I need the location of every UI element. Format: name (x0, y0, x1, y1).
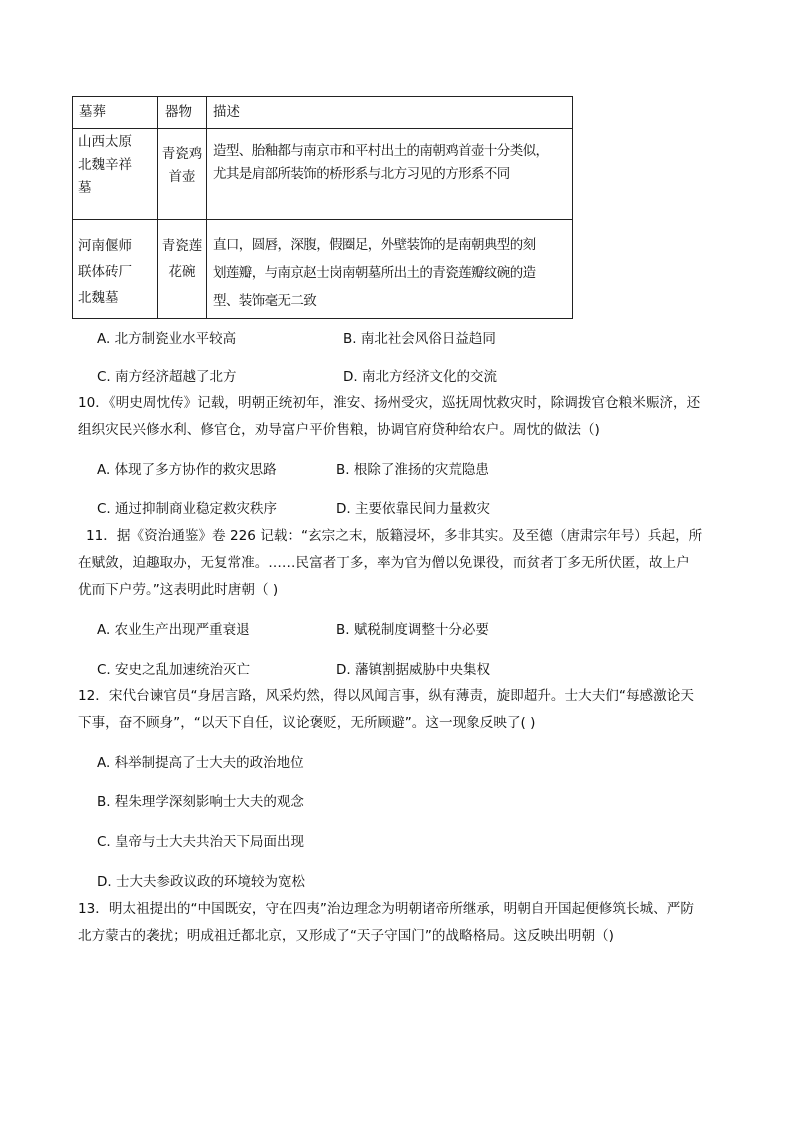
cell-line: 青瓷莲 (161, 238, 203, 254)
cell-line: 联体砖厂 (78, 264, 132, 280)
q11-option-d: D. 藩镇割据威胁中央集权 (336, 662, 490, 678)
table-header-description: 描述 (213, 104, 240, 120)
q12-option-c: C. 皇帝与士大夫共治天下局面出现 (97, 834, 305, 850)
cell-line: 型、装饰毫无二致 (213, 293, 317, 309)
table-divider (73, 128, 572, 129)
cell-line: 河南偃师 (78, 238, 132, 254)
cell-line: 尤其是肩部所装饰的桥形系与北方习见的方形系不同 (213, 166, 510, 182)
table-cell-artifact (158, 233, 206, 285)
tomb-artifact-table (72, 96, 573, 319)
cell-line: 墓 (78, 180, 92, 196)
q12-option-b: B. 程朱理学深刻影响士大夫的观念 (97, 794, 304, 810)
cell-line: 首壶 (168, 169, 196, 185)
table-cell-tomb (78, 233, 154, 311)
q9-option-a: A. 北方制瓷业水平较高 (97, 331, 237, 347)
table-header-tomb: 墓葬 (79, 104, 106, 120)
q10-stem-line: 组织灾民兴修水利、修官仓，劝导富户平价售粮，协调官府贷种给农户。周忱的做法（) (78, 422, 600, 438)
cell-line: 北魏辛祥 (78, 157, 132, 173)
q10-option-d: D. 主要依靠民间力量救灾 (336, 501, 490, 517)
cell-line: 北魏墓 (78, 290, 119, 306)
q10-stem-line: 10．《明史周忱传》记载，明朝正统初年，淮安、扬州受灾，巡抚周忱救灾时，除调拨官仓粮米赈济，还 (78, 395, 701, 411)
q12-stem-line: 下事，奋不顾身”，“以天下自任，议论褒贬，无所顾避”。这一现象反映了( ) (78, 715, 536, 731)
q10-option-b: B. 根除了淮扬的灾荒隐患 (336, 462, 489, 478)
table-header-artifact: 器物 (165, 104, 192, 120)
q9-option-c: C. 南方经济超越了北方 (97, 369, 237, 385)
q10-option-a: A. 体现了多方协作的救灾思路 (97, 462, 277, 478)
table-cell-description (213, 231, 573, 315)
q13-stem-line: 北方蒙古的袭扰；明成祖迁都北京，又形成了“天子守国门”的战略格局。这反映出明朝（) (78, 928, 614, 944)
cell-line: 直口，圆唇，深腹，假圈足，外壁装饰的是南朝典型的刻 (213, 237, 536, 253)
cell-line: 青瓷鸡 (161, 146, 203, 162)
q10-option-c: C. 通过抑制商业稳定救灾秩序 (97, 501, 278, 517)
cell-line: 花碗 (168, 264, 196, 280)
q9-option-d: D. 南北方经济文化的交流 (343, 369, 497, 385)
cell-line: 造型、胎釉都与南京市和平村出土的南朝鸡首壶十分类似， (213, 143, 549, 159)
q12-option-a: A. 科举制提高了士大夫的政治地位 (97, 755, 304, 771)
table-divider (206, 97, 207, 318)
table-divider (73, 219, 572, 220)
q12-stem-line: 12．宋代台谏官员“身居言路，风采灼然，得以风闻言事，纵有薄责，旋即超升。士大夫们“每感激论天 (78, 688, 694, 704)
cell-line: 山西太原 (78, 134, 132, 150)
q11-option-c: C. 安史之乱加速统治灭亡 (97, 662, 251, 678)
table-cell-description (213, 140, 573, 186)
table-cell-tomb (78, 131, 154, 200)
q11-option-a: A. 农业生产出现严重衰退 (97, 622, 250, 638)
q12-option-d: D. 士大夫参政议政的环境较为宽松 (97, 874, 305, 890)
table-cell-artifact (158, 143, 206, 189)
q11-stem-line: 11．据《资治通鉴》卷 226 记载：“玄宗之末，版籍浸坏，多非其实。及至德（唐肃宗年号）兵起，所 (86, 528, 703, 544)
q11-option-b: B. 赋税制度调整十分必要 (336, 622, 489, 638)
q11-stem-line: 在赋敛，迫趣取办，无复常准。……民富者丁多，率为官为僧以免课役，而贫者丁多无所伏匿，故上户 (78, 555, 690, 571)
q9-option-b: B. 南北社会风俗日益趋同 (343, 331, 496, 347)
cell-line: 划莲瓣，与南京赵士岗南朝墓所出土的青瓷莲瓣纹碗的造 (213, 265, 536, 281)
q13-stem-line: 13．明太祖提出的“中国既安，守在四夷”治边理念为明朝诸帝所继承，明朝自开国起便修筑长城、严防 (78, 901, 694, 917)
q11-stem-line: 优而下户劳。”这表明此时唐朝（ ) (78, 582, 279, 598)
